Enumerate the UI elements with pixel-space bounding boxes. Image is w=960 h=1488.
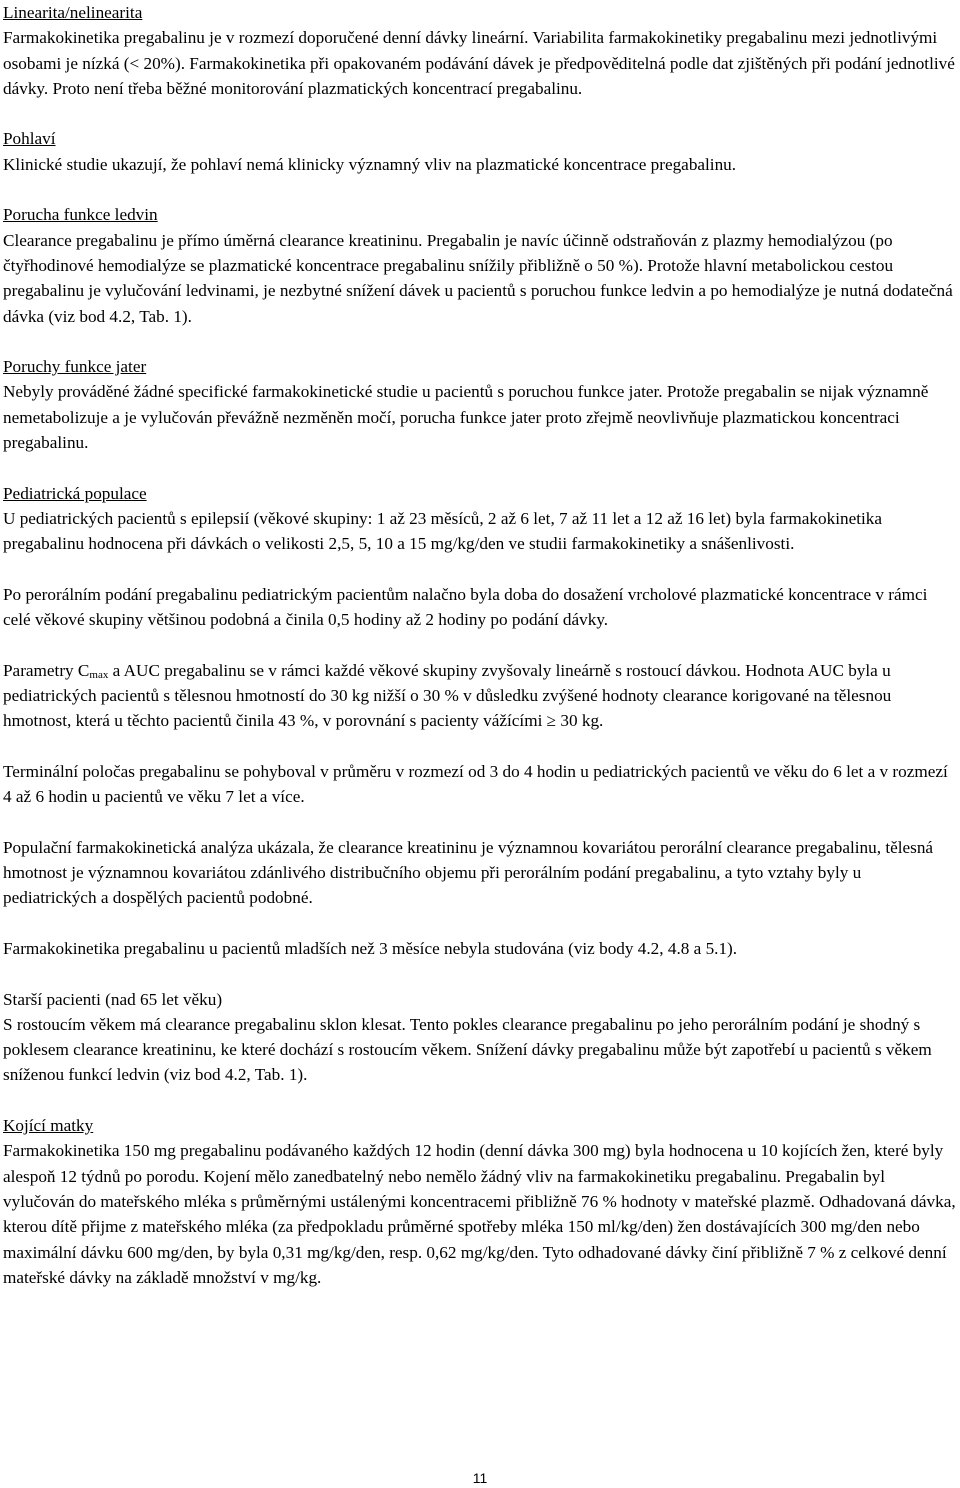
section-heading: Pohlaví (3, 129, 56, 149)
pediatric-paragraph-tmax: Po perorálním podání pregabalinu pediatrickým pacientům nalačno byla doba do dosažení vrcholové plazmatické koncentrace v rámci celé věkové skupiny většinou podobná a činila 0,5 hodiny až 2 hodiny po podání dávky. (3, 584, 928, 630)
section-paragraph: Clearance pregabalinu je přímo úměrná clearance kreatininu. Pregabalin je navíc účinně odstraňován z plazmy hemodialýzou (po čtyřhodinové hemodialýze se plazmatické koncentrace pregabalinu snížily přibližně o 50 %). Protože hlavní metabolickou cestou pregabalinu je vylučování ledvinami, je nezbytné snížení dávek u pacientů s poruchou funkce ledvin a po hemodialýze je nutná dodatečná dávka (viz bod 4.2, Tab. 1). (3, 230, 953, 326)
section-paragraph: S rostoucím věkem má clearance pregabalinu sklon klesat. Tento pokles clearance pregabalinu po jeho perorálním podání je shodný s poklesem clearance kreatininu, ke které dochází s rostoucím věkem. Snížení dávky pregabalinu může být zapotřebí u pacientů s věkem sníženou funkcí ledvin (viz bod 4.2, Tab. 1). (3, 1014, 932, 1085)
section-linearity (3, 0, 957, 101)
section-paragraph: U pediatrických pacientů s epilepsií (věkové skupiny: 1 až 23 měsíců, 2 až 6 let, 7 až 11 let a 12 až 16 let) byla farmakokinetika pregabalinu hodnocena při dávkách o velikosti 2,5, 5, 10 a 15 mg/kg/den ve studii farmakokinetiky a snášenlivosti. (3, 508, 882, 554)
pediatric-paragraph-popk: Populační farmakokinetická analýza ukázala, že clearance kreatininu je významnou kovariátou perorální clearance pregabalinu, tělesná hmotnost je významnou kovariátou zdánlivého distribučního objemu při perorálním podání pregabalinu, a tyto vztahy byly u pediatrických a dospělých pacientů podobné. (3, 837, 934, 908)
section-breastfeeding (3, 1113, 957, 1290)
section-paragraph: Nebyly prováděné žádné specifické farmakokinetické studie u pacientů s poruchou funkce jater. Protože pregabalin se nijak významně nemetabolizuje a je vylučován převážně nezměněn močí, porucha funkce jater proto zřejmě neovlivňuje plazmatickou koncentraci pregabalinu. (3, 382, 929, 453)
section-heading: Poruchy funkce jater (3, 357, 147, 377)
section-heading: Pediatrická populace (3, 483, 147, 503)
pediatric-paragraph-infants: Farmakokinetika pregabalinu u pacientů mladších než 3 měsíce nebyla studována (viz body 4.2, 4.8 a 5.1). (3, 938, 738, 958)
section-heading: Porucha funkce ledvin (3, 205, 158, 225)
section-pediatric (3, 481, 957, 557)
section-renal (3, 202, 957, 328)
section-elderly (3, 987, 957, 1088)
section-paragraph: Farmakokinetika pregabalinu je v rozmezí doporučené denní dávky lineární. Variabilita farmakokinetiky pregabalinu mezi jednotlivými osobami je nízká (< 20%). Farmakokinetika při opakovaném podávání dávek je předpověditelná podle dat zjištěných při podání jednotlivé dávky. Proto není třeba běžné monitorování plazmatických koncentrací pregabalinu. (3, 28, 955, 98)
section-gender (3, 126, 957, 177)
cmax-prefix: Parametry C (3, 660, 90, 680)
section-paragraph: Klinické studie ukazují, že pohlaví nemá klinicky významný vliv na plazmatické koncentrace pregabalinu. (3, 154, 737, 174)
section-heading: Kojící matky (3, 1116, 94, 1136)
page-number: 11 (472, 1470, 488, 1486)
pediatric-paragraph-half-life: Terminální poločas pregabalinu se pohyboval v průměru v rozmezí od 3 do 4 hodin u pediatrických pacientů ve věku do 6 let a v rozmezí 4 až 6 hodin u pacientů ve věku 7 let a více. (3, 761, 948, 807)
pediatric-paragraph-cmax-auc (3, 658, 957, 734)
document-page (3, 0, 957, 1290)
cmax-subscript: max (89, 668, 109, 681)
section-paragraph: Farmakokinetika 150 mg pregabalinu podávaného každých 12 hodin (denní dávka 300 mg) byla hodnocena u 10 kojících žen, které byly alespoň 12 týdnů po porodu. Kojení mělo zanedbatelný nebo nemělo žádný vliv na farmakokinetiku pregabalinu. Pregabalin byl vylučován do mateřského mléka s průměrnými ustálenými koncentracemi přibližně 76 % hodnoty v mateřské plazmě. Odhadovaná dávka, kterou dítě přijme z mateřského mléka (za předpokladu průměrné spotřeby mléka 150 ml/kg/den) žen dostávajících 300 mg/den nebo maximální dávku 600 mg/den, by byla 0,31 mg/kg/den, resp. 0,62 mg/kg/den. Tyto odhadované dávky činí přibližně 7 % z celkové denní mateřské dávky na základě množství v mg/kg. (3, 1141, 956, 1287)
section-hepatic (3, 354, 957, 455)
cmax-rest: a AUC pregabalinu se v rámci každé věkové skupiny zvyšovaly lineárně s rostoucí dávkou. Hodnota AUC byla u pediatrických pacientů s tělesnou hmotností do 30 kg nižší o 30 % v důsledku zvýšené hodnoty clearance korigované na tělesnou hmotnost, která u těchto pacientů činila 43 %, v porovnání s pacienty vážícími ≥ 30 kg. (3, 660, 892, 731)
section-heading: Starší pacienti (nad 65 let věku) (3, 989, 223, 1009)
section-heading: Linearita/nelinearita (3, 3, 143, 22)
